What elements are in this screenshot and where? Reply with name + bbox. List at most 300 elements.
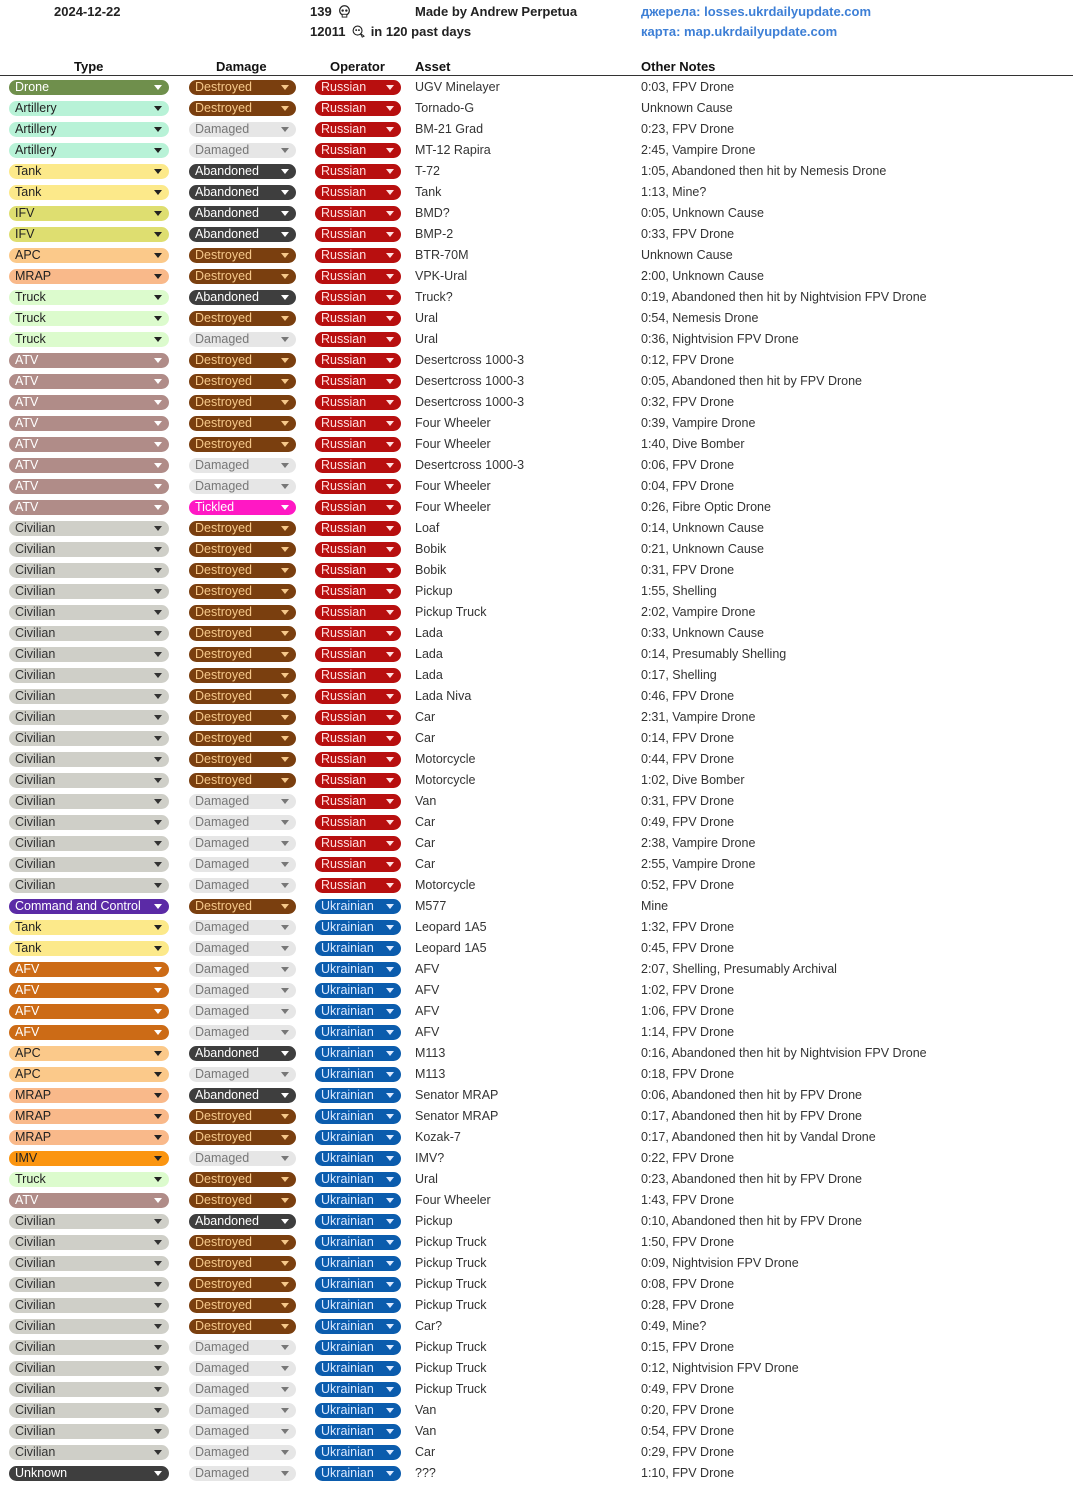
type-select[interactable]	[9, 1067, 169, 1082]
type-select[interactable]	[9, 1382, 169, 1397]
damage-select[interactable]	[189, 1193, 296, 1208]
operator-select[interactable]	[315, 164, 401, 179]
operator-select[interactable]	[315, 1130, 401, 1145]
damage-select-label: Destroyed	[195, 899, 252, 913]
type-select[interactable]	[9, 80, 169, 95]
operator-select[interactable]	[315, 1466, 401, 1481]
operator-select[interactable]	[315, 1382, 401, 1397]
damage-select[interactable]	[189, 773, 296, 788]
damage-select[interactable]	[189, 1004, 296, 1019]
damage-select[interactable]	[189, 584, 296, 599]
type-select[interactable]	[9, 500, 169, 515]
operator-select[interactable]	[315, 374, 401, 389]
type-select[interactable]	[9, 353, 169, 368]
operator-select[interactable]	[315, 647, 401, 662]
operator-select[interactable]	[315, 983, 401, 998]
table-row	[0, 1337, 1073, 1358]
table-row	[0, 896, 1073, 917]
notes-cell: 1:05, Abandoned then hit by Nemesis Drone	[641, 164, 887, 178]
operator-select[interactable]	[315, 332, 401, 347]
damage-select-label: Destroyed	[195, 605, 252, 619]
damage-select-label: Damaged	[195, 941, 250, 955]
operator-select[interactable]	[315, 1088, 401, 1103]
asset-cell: Desertcross 1000-3	[415, 458, 525, 472]
operator-select[interactable]	[315, 626, 401, 641]
type-select-label: Civilian	[15, 710, 56, 724]
type-select[interactable]	[9, 1046, 169, 1061]
damage-select[interactable]	[189, 1445, 296, 1460]
damage-select[interactable]	[189, 1256, 296, 1271]
map-link[interactable]: карта: map.ukrdailyupdate.com	[641, 24, 838, 39]
notes-cell: 0:39, Vampire Drone	[641, 416, 756, 430]
operator-select[interactable]	[315, 1004, 401, 1019]
type-select-label: Civilian	[15, 836, 56, 850]
operator-select[interactable]	[315, 542, 401, 557]
type-select[interactable]	[9, 605, 169, 620]
sources-link[interactable]: джерела: losses.ukrdailyupdate.com	[641, 4, 872, 19]
damage-select-label: Damaged	[195, 1361, 250, 1375]
type-select[interactable]	[9, 1361, 169, 1376]
table-row	[0, 329, 1073, 350]
type-select[interactable]	[9, 689, 169, 704]
dropdown-arrow-icon	[281, 925, 289, 930]
type-select[interactable]	[9, 1403, 169, 1418]
operator-select[interactable]	[315, 1298, 401, 1313]
asset-cell: Car	[415, 836, 436, 850]
dropdown-arrow-icon	[281, 841, 289, 846]
damage-select[interactable]	[189, 689, 296, 704]
type-select-label: APC	[15, 1046, 41, 1060]
damage-select[interactable]	[189, 164, 296, 179]
operator-select[interactable]	[315, 584, 401, 599]
damage-select[interactable]	[189, 80, 296, 95]
operator-select[interactable]	[315, 710, 401, 725]
operator-select[interactable]	[315, 1172, 401, 1187]
damage-select[interactable]	[189, 248, 296, 263]
operator-select[interactable]	[315, 269, 401, 284]
type-select[interactable]	[9, 1445, 169, 1460]
operator-select[interactable]	[315, 101, 401, 116]
damage-select[interactable]	[189, 1424, 296, 1439]
operator-select-label: Russian	[321, 437, 367, 451]
dropdown-arrow-icon	[386, 253, 394, 258]
dropdown-arrow-icon	[154, 1387, 162, 1392]
dropdown-arrow-icon	[281, 946, 289, 951]
type-select[interactable]	[9, 920, 169, 935]
author-credit: Made by Andrew Perpetua	[415, 4, 578, 19]
damage-select[interactable]	[189, 458, 296, 473]
type-select-label: Truck	[15, 290, 46, 304]
dropdown-arrow-icon	[154, 904, 162, 909]
damage-select[interactable]	[189, 1382, 296, 1397]
type-select[interactable]	[9, 710, 169, 725]
damage-select[interactable]	[189, 1067, 296, 1082]
operator-select-label: Ukrainian	[321, 1025, 374, 1039]
operator-select[interactable]	[315, 1445, 401, 1460]
dropdown-arrow-icon	[281, 1114, 289, 1119]
type-select[interactable]	[9, 290, 169, 305]
operator-select[interactable]	[315, 752, 401, 767]
damage-select-label: Damaged	[195, 1424, 250, 1438]
asset-cell: Ural	[415, 1172, 438, 1186]
type-select[interactable]	[9, 374, 169, 389]
damage-select[interactable]	[189, 731, 296, 746]
damage-select-label: Damaged	[195, 1382, 250, 1396]
damage-select[interactable]	[189, 899, 296, 914]
operator-select[interactable]	[315, 248, 401, 263]
type-select[interactable]	[9, 395, 169, 410]
damage-select[interactable]	[189, 920, 296, 935]
operator-select[interactable]	[315, 395, 401, 410]
damage-select-label: Destroyed	[195, 668, 252, 682]
damage-select[interactable]	[189, 647, 296, 662]
damage-select[interactable]	[189, 416, 296, 431]
notes-cell: 0:22, FPV Drone	[641, 1151, 735, 1165]
operator-select[interactable]	[315, 1046, 401, 1061]
dropdown-arrow-icon	[281, 316, 289, 321]
report-date: 2024-12-22	[54, 4, 121, 19]
damage-select[interactable]	[189, 122, 296, 137]
notes-cell: 2:02, Vampire Drone	[641, 605, 756, 619]
type-select[interactable]	[9, 647, 169, 662]
type-select-label: AFV	[15, 962, 40, 976]
type-select[interactable]	[9, 815, 169, 830]
damage-select[interactable]	[189, 374, 296, 389]
type-select[interactable]	[9, 479, 169, 494]
damage-select-label: Damaged	[195, 794, 250, 808]
asset-cell: M113	[415, 1046, 446, 1060]
damage-select[interactable]	[189, 1340, 296, 1355]
operator-select-label: Russian	[321, 815, 367, 829]
operator-select[interactable]	[315, 521, 401, 536]
damage-select[interactable]	[189, 437, 296, 452]
damage-select[interactable]	[189, 1466, 296, 1481]
damage-select[interactable]	[189, 878, 296, 893]
damage-select-label: Destroyed	[195, 1235, 252, 1249]
damage-select[interactable]	[189, 857, 296, 872]
asset-cell: MT-12 Rapira	[415, 143, 491, 157]
operator-select[interactable]	[315, 815, 401, 830]
damage-select[interactable]	[189, 941, 296, 956]
operator-select[interactable]	[315, 836, 401, 851]
dropdown-arrow-icon	[154, 925, 162, 930]
notes-cell: 0:29, FPV Drone	[641, 1445, 735, 1459]
type-select[interactable]	[9, 941, 169, 956]
damage-select-label: Destroyed	[195, 584, 252, 598]
notes-cell: 2:45, Vampire Drone	[641, 143, 756, 157]
type-select[interactable]	[9, 1235, 169, 1250]
type-select[interactable]	[9, 1025, 169, 1040]
asset-cell: Motorcycle	[415, 878, 476, 892]
type-select[interactable]	[9, 584, 169, 599]
damage-select-label: Damaged	[195, 1403, 250, 1417]
type-select[interactable]	[9, 668, 169, 683]
damage-select[interactable]	[189, 668, 296, 683]
damage-select[interactable]	[189, 395, 296, 410]
type-select-label: Civilian	[15, 521, 56, 535]
damage-select[interactable]	[189, 206, 296, 221]
type-select[interactable]	[9, 227, 169, 242]
damage-select[interactable]	[189, 1109, 296, 1124]
type-select[interactable]	[9, 899, 169, 914]
operator-select[interactable]	[315, 1109, 401, 1124]
dropdown-arrow-icon	[154, 253, 162, 258]
type-select[interactable]	[9, 878, 169, 893]
operator-select[interactable]	[315, 206, 401, 221]
asset-cell: Pickup Truck	[415, 1340, 487, 1354]
type-select[interactable]	[9, 1151, 169, 1166]
asset-cell: Pickup Truck	[415, 1277, 487, 1291]
type-select[interactable]	[9, 794, 169, 809]
damage-select[interactable]	[189, 1361, 296, 1376]
operator-select[interactable]	[315, 689, 401, 704]
type-select[interactable]	[9, 269, 169, 284]
dropdown-arrow-icon	[281, 631, 289, 636]
asset-cell: Ural	[415, 311, 438, 325]
damage-select-label: Damaged	[195, 920, 250, 934]
damage-select[interactable]	[189, 269, 296, 284]
operator-select[interactable]	[315, 1067, 401, 1082]
operator-select[interactable]	[315, 185, 401, 200]
operator-select[interactable]	[315, 899, 401, 914]
asset-cell: Pickup Truck	[415, 1256, 487, 1270]
asset-cell: Lada	[415, 668, 443, 682]
type-select[interactable]	[9, 542, 169, 557]
operator-select[interactable]	[315, 1193, 401, 1208]
operator-select[interactable]	[315, 1256, 401, 1271]
type-select[interactable]	[9, 185, 169, 200]
type-select[interactable]	[9, 1004, 169, 1019]
damage-select[interactable]	[189, 1235, 296, 1250]
type-select[interactable]	[9, 731, 169, 746]
damage-select[interactable]	[189, 1172, 296, 1187]
damage-select[interactable]	[189, 185, 296, 200]
dropdown-arrow-icon	[386, 148, 394, 153]
table-row	[0, 1127, 1073, 1148]
operator-select[interactable]	[315, 143, 401, 158]
kills-period: in 120 past days	[370, 24, 472, 39]
damage-select[interactable]	[189, 1046, 296, 1061]
type-select[interactable]	[9, 521, 169, 536]
type-select[interactable]	[9, 1424, 169, 1439]
damage-select[interactable]	[189, 815, 296, 830]
type-select[interactable]	[9, 1088, 169, 1103]
operator-select[interactable]	[315, 1151, 401, 1166]
type-select[interactable]	[9, 416, 169, 431]
dropdown-arrow-icon	[281, 1156, 289, 1161]
operator-select[interactable]	[315, 1403, 401, 1418]
damage-select[interactable]	[189, 1214, 296, 1229]
operator-select-label: Russian	[321, 563, 367, 577]
damage-select[interactable]	[189, 1025, 296, 1040]
type-select[interactable]	[9, 1193, 169, 1208]
type-select[interactable]	[9, 1172, 169, 1187]
type-select[interactable]	[9, 773, 169, 788]
operator-select[interactable]	[315, 1277, 401, 1292]
damage-select[interactable]	[189, 563, 296, 578]
operator-select[interactable]	[315, 857, 401, 872]
asset-cell: Pickup Truck	[415, 605, 487, 619]
damage-select[interactable]	[189, 521, 296, 536]
damage-select[interactable]	[189, 143, 296, 158]
dropdown-arrow-icon	[281, 1240, 289, 1245]
damage-select[interactable]	[189, 227, 296, 242]
type-select[interactable]	[9, 1466, 169, 1481]
operator-select[interactable]	[315, 731, 401, 746]
type-select[interactable]	[9, 248, 169, 263]
operator-select[interactable]	[315, 941, 401, 956]
damage-select[interactable]	[189, 752, 296, 767]
operator-select[interactable]	[315, 1235, 401, 1250]
damage-select[interactable]	[189, 1088, 296, 1103]
dropdown-arrow-icon	[386, 778, 394, 783]
operator-select[interactable]	[315, 668, 401, 683]
damage-select[interactable]	[189, 101, 296, 116]
damage-select[interactable]	[189, 1130, 296, 1145]
type-select-label: Tank	[15, 920, 42, 934]
damage-select[interactable]	[189, 1298, 296, 1313]
table-row	[0, 770, 1073, 791]
damage-select[interactable]	[189, 794, 296, 809]
type-select[interactable]	[9, 983, 169, 998]
operator-select[interactable]	[315, 1319, 401, 1334]
type-select-label: Civilian	[15, 857, 56, 871]
damage-select[interactable]	[189, 479, 296, 494]
dropdown-arrow-icon	[386, 1387, 394, 1392]
type-select[interactable]	[9, 1130, 169, 1145]
operator-select[interactable]	[315, 458, 401, 473]
damage-select[interactable]	[189, 1151, 296, 1166]
type-select[interactable]	[9, 1214, 169, 1229]
dropdown-arrow-icon	[154, 1156, 162, 1161]
type-select[interactable]	[9, 1109, 169, 1124]
type-select[interactable]	[9, 101, 169, 116]
type-select[interactable]	[9, 1298, 169, 1313]
dropdown-arrow-icon	[281, 1345, 289, 1350]
type-select[interactable]	[9, 1277, 169, 1292]
operator-select[interactable]	[315, 416, 401, 431]
operator-select[interactable]	[315, 920, 401, 935]
type-select[interactable]	[9, 563, 169, 578]
damage-select[interactable]	[189, 1277, 296, 1292]
damage-select[interactable]	[189, 626, 296, 641]
type-select[interactable]	[9, 626, 169, 641]
type-select[interactable]	[9, 458, 169, 473]
damage-select[interactable]	[189, 962, 296, 977]
operator-select[interactable]	[315, 962, 401, 977]
kills-total-line	[310, 24, 471, 39]
table-row	[0, 455, 1073, 476]
type-select-label: MRAP	[15, 1109, 52, 1123]
dropdown-arrow-icon	[386, 379, 394, 384]
damage-select[interactable]	[189, 836, 296, 851]
operator-select[interactable]	[315, 500, 401, 515]
type-select[interactable]	[9, 437, 169, 452]
type-select[interactable]	[9, 1256, 169, 1271]
type-select[interactable]	[9, 752, 169, 767]
type-select-label: Civilian	[15, 1256, 56, 1270]
notes-cell: Unknown Cause	[641, 101, 733, 115]
operator-select[interactable]	[315, 1214, 401, 1229]
operator-select[interactable]	[315, 290, 401, 305]
operator-select-label: Russian	[321, 584, 367, 598]
asset-cell: Senator MRAP	[415, 1109, 499, 1123]
dropdown-arrow-icon	[154, 505, 162, 510]
type-select[interactable]	[9, 164, 169, 179]
type-select[interactable]	[9, 962, 169, 977]
operator-select-label: Ukrainian	[321, 1088, 374, 1102]
notes-cell: 1:40, Dive Bomber	[641, 437, 745, 451]
operator-select[interactable]	[315, 122, 401, 137]
table-row	[0, 497, 1073, 518]
dropdown-arrow-icon	[281, 736, 289, 741]
damage-select[interactable]	[189, 605, 296, 620]
damage-select-label: Destroyed	[195, 689, 252, 703]
dropdown-arrow-icon	[281, 484, 289, 489]
type-select[interactable]	[9, 857, 169, 872]
operator-select[interactable]	[315, 605, 401, 620]
operator-select[interactable]	[315, 227, 401, 242]
type-select[interactable]	[9, 143, 169, 158]
operator-select[interactable]	[315, 563, 401, 578]
operator-select[interactable]	[315, 773, 401, 788]
dropdown-arrow-icon	[154, 631, 162, 636]
damage-select[interactable]	[189, 332, 296, 347]
type-select[interactable]	[9, 206, 169, 221]
type-select[interactable]	[9, 1319, 169, 1334]
type-select[interactable]	[9, 1340, 169, 1355]
damage-select[interactable]	[189, 542, 296, 557]
dropdown-arrow-icon	[281, 967, 289, 972]
type-select[interactable]	[9, 332, 169, 347]
operator-select[interactable]	[315, 878, 401, 893]
damage-select[interactable]	[189, 500, 296, 515]
damage-select[interactable]	[189, 353, 296, 368]
damage-select-label: Destroyed	[195, 1130, 252, 1144]
type-select[interactable]	[9, 122, 169, 137]
table-row	[0, 1358, 1073, 1379]
damage-select[interactable]	[189, 710, 296, 725]
damage-select[interactable]	[189, 290, 296, 305]
dropdown-arrow-icon	[154, 1051, 162, 1056]
type-select[interactable]	[9, 836, 169, 851]
notes-cell: 1:13, Mine?	[641, 185, 707, 199]
operator-select[interactable]	[315, 1025, 401, 1040]
operator-select[interactable]	[315, 1424, 401, 1439]
dropdown-arrow-icon	[386, 106, 394, 111]
operator-select[interactable]	[315, 1340, 401, 1355]
damage-select-label: Abandoned	[195, 185, 259, 199]
dropdown-arrow-icon	[154, 1261, 162, 1266]
operator-select[interactable]	[315, 1361, 401, 1376]
operator-select[interactable]	[315, 479, 401, 494]
dropdown-arrow-icon	[281, 862, 289, 867]
damage-select[interactable]	[189, 311, 296, 326]
operator-select[interactable]	[315, 80, 401, 95]
dropdown-arrow-icon	[281, 1093, 289, 1098]
damage-select[interactable]	[189, 983, 296, 998]
notes-cell: 0:14, Presumably Shelling	[641, 647, 787, 661]
operator-select[interactable]	[315, 794, 401, 809]
type-select[interactable]	[9, 311, 169, 326]
operator-select-label: Russian	[321, 185, 367, 199]
operator-select[interactable]	[315, 437, 401, 452]
operator-select[interactable]	[315, 353, 401, 368]
damage-select[interactable]	[189, 1319, 296, 1334]
operator-select[interactable]	[315, 311, 401, 326]
damage-select[interactable]	[189, 1403, 296, 1418]
type-select-label: Civilian	[15, 1382, 56, 1396]
